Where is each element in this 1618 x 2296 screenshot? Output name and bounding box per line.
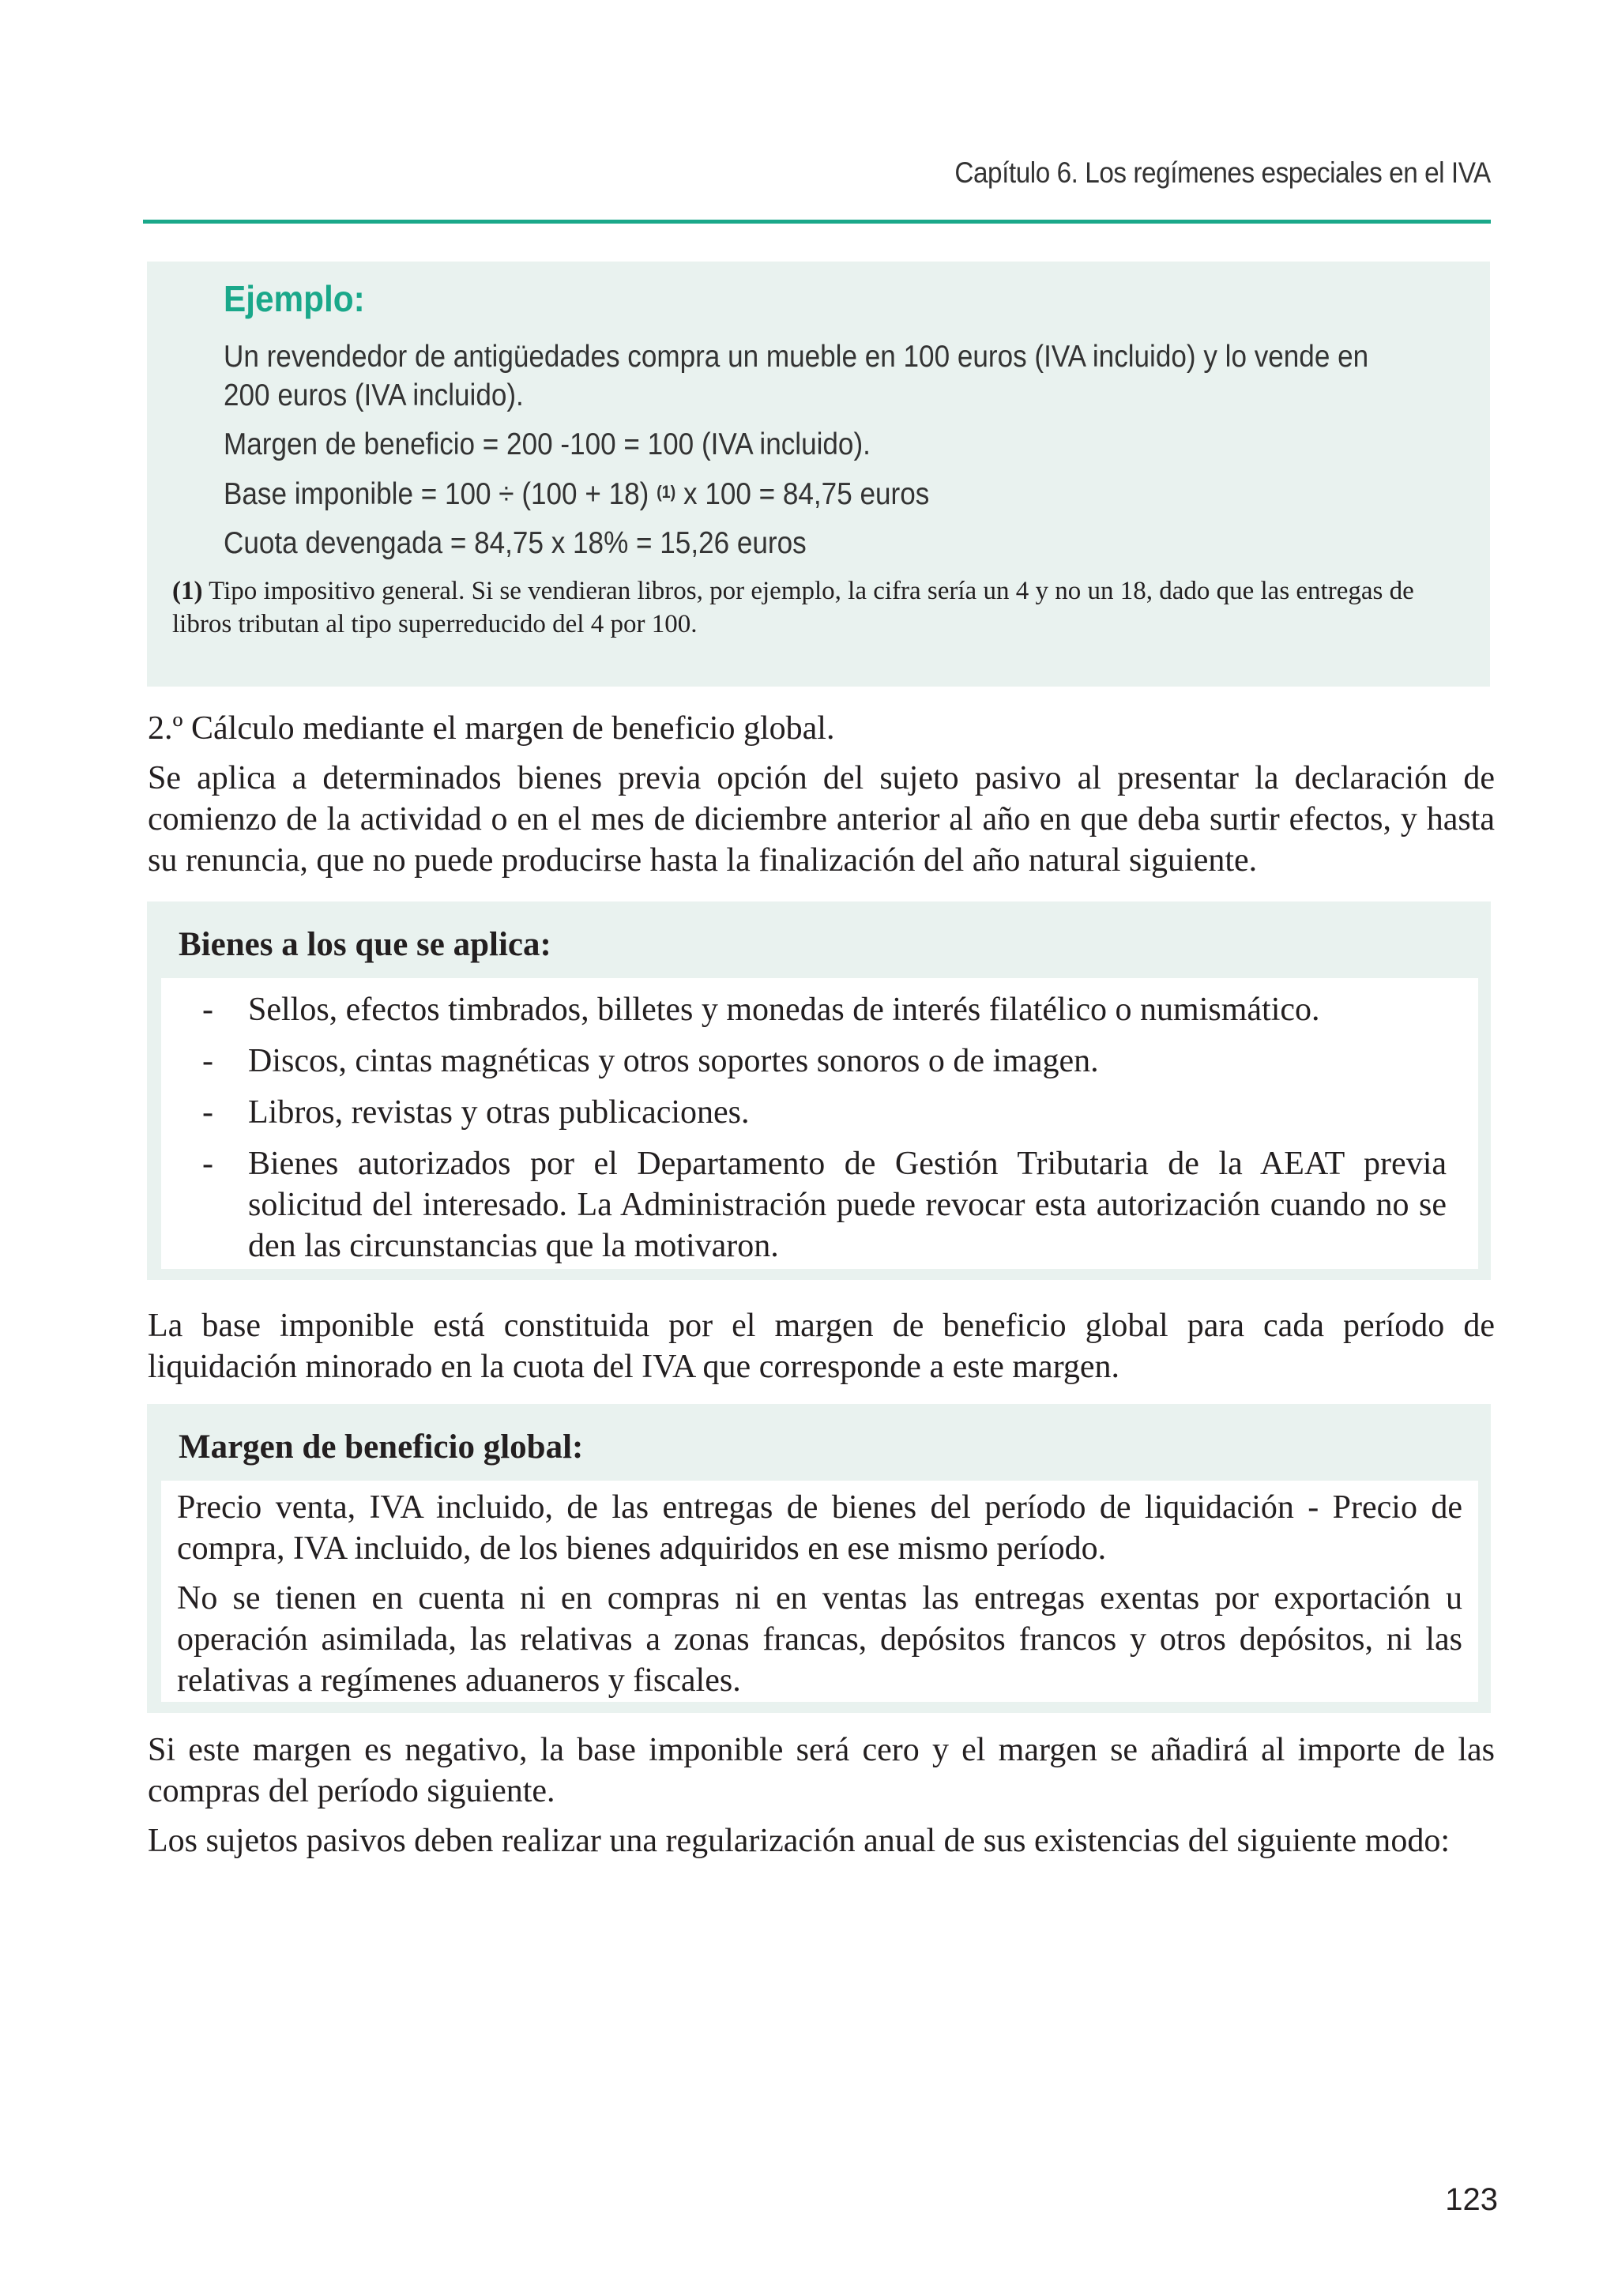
bienes-list-panel — [161, 978, 1478, 1269]
example-line-4 — [224, 475, 929, 518]
example-line-2: 200 euros (IVA incluido). — [224, 378, 524, 412]
page-number: 123 — [1445, 2182, 1498, 2217]
margen-panel — [161, 1481, 1478, 1702]
list-item-text: Discos, cintas magnéticas y otros soportes sonoros o de imagen. — [248, 1043, 1099, 1079]
margen-text — [177, 1487, 1462, 1710]
bienes-box — [147, 901, 1491, 1280]
example-line-4-post: x 100 = 84,75 euros — [675, 477, 930, 511]
example-title: Ejemplo: — [224, 278, 365, 319]
running-head: Capítulo 6. Los regímenes especiales en el IVA — [954, 156, 1491, 189]
section-2-heading: 2.º Cálculo mediante el margen de beneficio global. — [148, 710, 835, 747]
closing-text — [148, 1730, 1495, 1870]
example-line-4-pre: Base imponible = 100 ÷ (100 + 18) — [224, 477, 649, 511]
list-dash: - — [202, 1146, 213, 1182]
list-item — [201, 1092, 1447, 1133]
list-dash: - — [202, 1094, 213, 1131]
footnote-mark: (1) — [172, 577, 203, 605]
list-item-text: Bienes autorizados por el Departamento de Gestión Tributaria de la AEAT previa solicitud del interesado. La Administración puede revocar esta autorización cuando no se den las circunstancias que la motivaron. — [248, 1146, 1447, 1264]
base-imponible-paragraph: La base imponible está constituida por el margen de beneficio global para cada período de liquidación minorado en la cuota del IVA que corresponde a este margen. — [148, 1308, 1495, 1385]
footnote-text: Tipo impositivo general. Si se vendieran libros, por ejemplo, la cifra sería un 4 y no un 18, dado que las entregas de libros tributan al tipo superreducido del 4 por 100. — [172, 577, 1414, 638]
margen-paragraph-1: Precio venta, IVA incluido, de las entregas de bienes del período de liquidación - Precio de compra, IVA incluido, de los bienes adquiridos en ese mismo período. — [177, 1489, 1462, 1567]
closing-paragraph-1: Si este margen es negativo, la base imponible será cero y el margen se añadirá al importe de las compras del período siguiente. — [148, 1732, 1495, 1809]
margen-box — [147, 1404, 1491, 1713]
example-line-1: Un revendedor de antigüedades compra un mueble en 100 euros (IVA incluido) y lo vende en — [224, 340, 1369, 374]
section-2-text — [148, 708, 1495, 890]
list-item-text: Sellos, efectos timbrados, billetes y monedas de interés filatélico o numismático. — [248, 992, 1320, 1028]
margen-paragraph-2: No se tienen en cuenta ni en compras ni en ventas las entregas exentas por exportación u operación asimilada, las relativas a zonas francas, depósitos francos y otros depósitos, ni las relativas a regímenes aduaneros y fiscales. — [177, 1580, 1462, 1699]
closing-paragraph-2: Los sujetos pasivos deben realizar una regularización anual de sus existencias del siguiente modo: — [148, 1823, 1450, 1859]
footnote-reference: (1) — [657, 482, 676, 502]
bienes-list — [201, 989, 1447, 1277]
example-box — [147, 262, 1490, 687]
example-footnote — [172, 574, 1468, 641]
base-imponible-text — [148, 1305, 1495, 1396]
bienes-box-title: Bienes a los que se aplica: — [179, 926, 551, 963]
list-item-text: Libros, revistas y otras publicaciones. — [248, 1094, 750, 1131]
example-line-3: Margen de beneficio = 200 -100 = 100 (IVA incluido). — [224, 427, 871, 461]
section-2-paragraph: Se aplica a determinados bienes previa opción del sujeto pasivo al presentar la declaración de comienzo de la actividad o en el mes de diciembre anterior al año en que deba surtir efectos, y hasta su renuncia, que no puede producirse hasta la finalización del año natural siguiente. — [148, 760, 1495, 879]
margen-box-title: Margen de beneficio global: — [179, 1428, 584, 1466]
list-item — [201, 989, 1447, 1030]
header-rule — [143, 220, 1491, 224]
list-item — [201, 1041, 1447, 1082]
list-dash: - — [202, 992, 213, 1028]
list-dash: - — [202, 1043, 213, 1079]
list-item — [201, 1143, 1447, 1267]
example-line-5: Cuota devengada = 84,75 x 18% = 15,26 euros — [224, 526, 807, 560]
